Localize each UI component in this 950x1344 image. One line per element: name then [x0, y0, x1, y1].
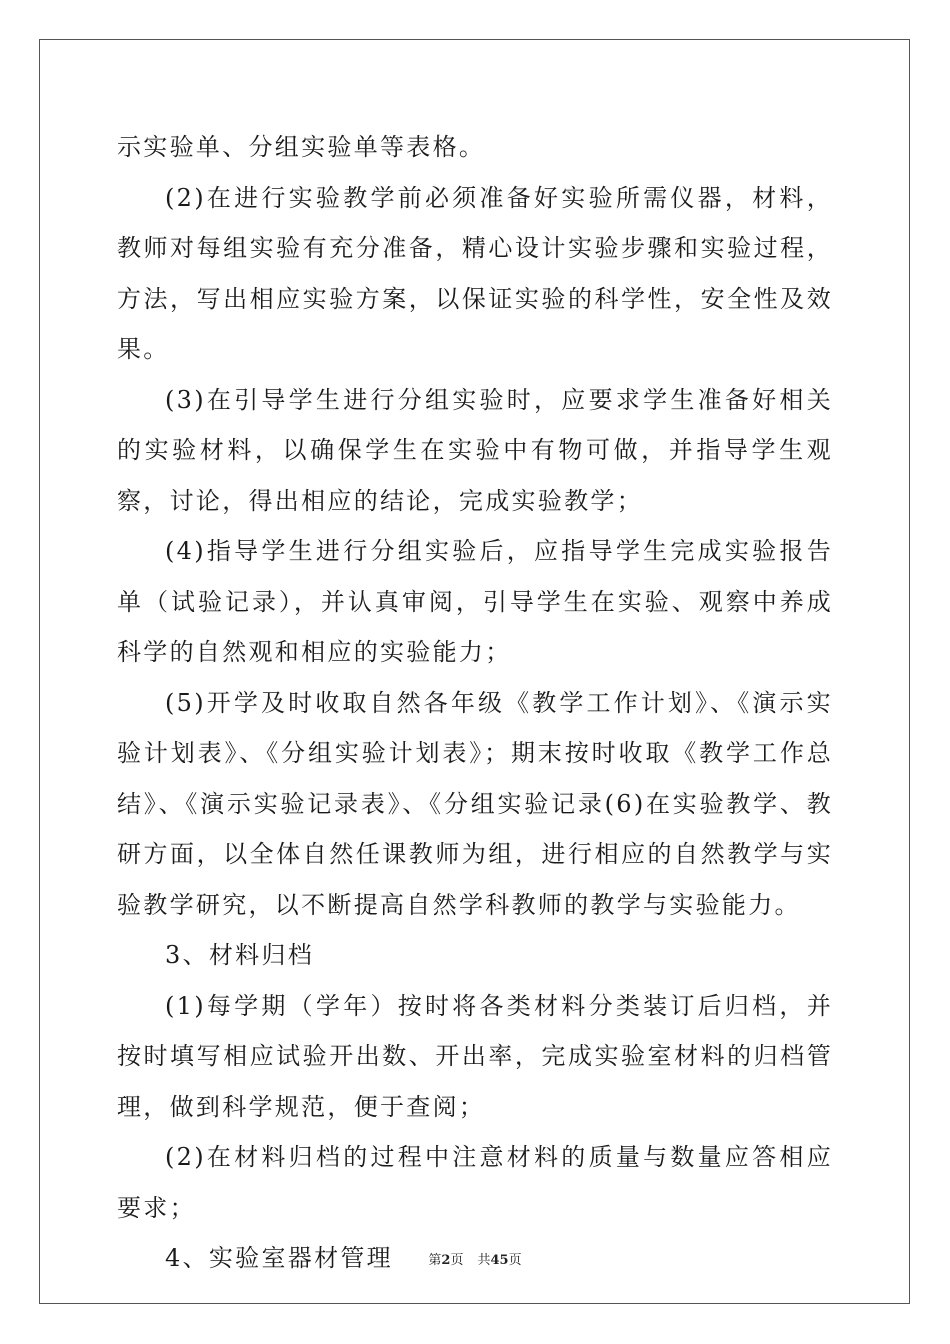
- paragraph: (5)开学及时收取自然各年级《教学工作计划》、《演示实验计划表》、《分组实验计划表》；期末按时收取《教学工作总结》、《演示实验记录表》、《分组实验记录(6)在实验教学、教研方面，以全体自然任课教师为组，进行相应的自然教学与实验教学研究，以不断提高自然学科教师的教学与实验能力。: [117, 688, 833, 919]
- total-suffix: 页: [508, 1253, 522, 1268]
- paragraph: (2)在进行实验教学前必须准备好实验所需仪器，材料，教师对每组实验有充分准备，精心设计实验步骤和实验过程，方法，写出相应实验方案，以保证实验的科学性，安全性及效果。: [117, 183, 833, 363]
- document-body: [117, 122, 833, 1284]
- page-prefix: 第: [428, 1253, 442, 1268]
- page-suffix: 页: [450, 1253, 464, 1268]
- paragraph: (4)指导学生进行分组实验后，应指导学生完成实验报告单（试验记录），并认真审阅，引导学生在实验、观察中养成科学的自然观和相应的实验能力；: [117, 537, 833, 666]
- paragraph: (1)每学期（学年）按时将各类材料分类装订后归档，并按时填写相应试验开出数、开出率，完成实验室材料的归档管理，做到科学规范，便于查阅；: [117, 991, 833, 1121]
- paragraph: (2)在材料归档的过程中注意材料的质量与数量应答相应要求；: [117, 1143, 833, 1222]
- page-footer: [0, 1249, 950, 1268]
- page-number: 2: [441, 1253, 451, 1268]
- total-pages: 45: [490, 1253, 509, 1268]
- paragraph: 示实验单、分组实验单等表格。: [117, 133, 486, 161]
- section-heading: 4、实验室器材管理: [165, 1244, 393, 1272]
- total-prefix: 共: [477, 1253, 491, 1268]
- paragraph: (3)在引导学生进行分组实验时，应要求学生准备好相关的实验材料，以确保学生在实验中有物可做，并指导学生观察，讨论，得出相应的结论，完成实验教学；: [117, 385, 833, 515]
- section-heading: 3、材料归档: [165, 941, 315, 969]
